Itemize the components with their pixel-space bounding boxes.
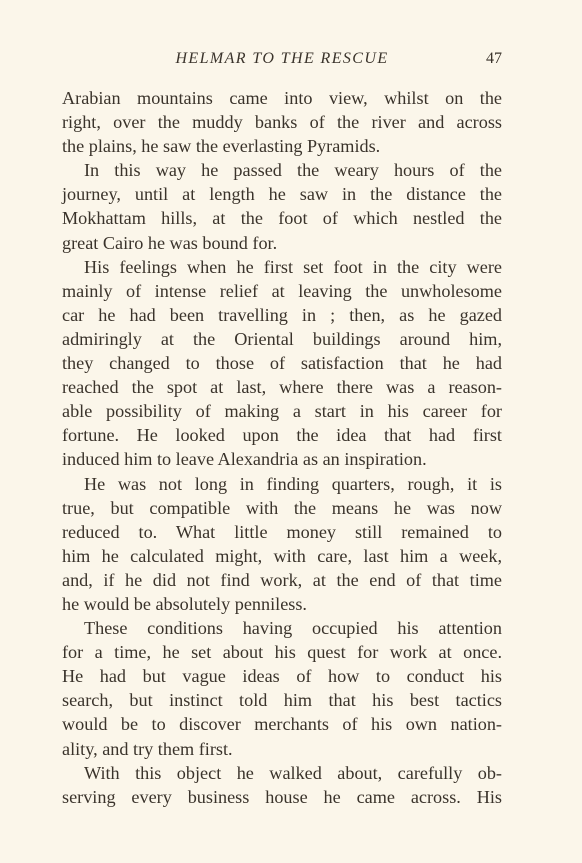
text-line: His feelings when he first set foot in the city were bbox=[84, 256, 502, 277]
text-line: Arabian mountains came into view, whilst on the bbox=[62, 88, 502, 108]
paragraph bbox=[62, 158, 502, 254]
text-line: admiringly at the Oriental buildings around him, bbox=[62, 328, 502, 349]
text-line: and, if he did not find work, at the end of that time bbox=[62, 569, 502, 590]
page-header bbox=[62, 50, 502, 74]
text-line: He had but vague ideas of how to conduct his bbox=[62, 666, 502, 687]
text-line: right, over the muddy banks of the river and across bbox=[62, 112, 502, 133]
text-line: car he had been travelling in ; then, as he gazed bbox=[62, 304, 502, 325]
text-line: journey, until at length he saw in the distance the bbox=[62, 184, 502, 205]
text-line: reduced to. What little money still remained to bbox=[62, 521, 502, 542]
text-line: they changed to those of satisfaction that he had bbox=[62, 353, 502, 374]
text-line: He was not long in finding quarters, rough, it is bbox=[84, 473, 502, 494]
text-line: great Cairo he was bound for. bbox=[62, 232, 278, 253]
text-line: fortune. He looked upon the idea that had first bbox=[62, 425, 502, 446]
text-line: for a time, he set about his quest for work at once. bbox=[62, 642, 502, 663]
text-line: induced him to leave Alexandria as an inspiration. bbox=[62, 449, 427, 470]
paragraph bbox=[62, 255, 502, 472]
text-line: In this way he passed the weary hours of the bbox=[84, 160, 502, 181]
text-line: he would be absolutely penniless. bbox=[62, 593, 307, 614]
text-line: mainly of intense relief at leaving the unwholesome bbox=[62, 280, 502, 301]
paragraph bbox=[62, 86, 502, 158]
paragraph bbox=[62, 616, 502, 761]
text-line: would be to discover merchants of his own nation- bbox=[62, 714, 502, 735]
running-head: HELMAR TO THE RESCUE bbox=[175, 50, 389, 67]
paragraph bbox=[62, 472, 502, 617]
text-line: search, but instinct told him that his best tactics bbox=[62, 690, 502, 711]
text-line: With this object he walked about, carefully ob- bbox=[84, 762, 502, 783]
text-line: ality, and try them first. bbox=[62, 738, 233, 759]
text-line: serving every business house he came across. His bbox=[62, 786, 502, 807]
body-text bbox=[62, 86, 502, 809]
text-line: able possibility of making a start in his career for bbox=[62, 401, 502, 422]
text-line: him he calculated might, with care, last him a week, bbox=[62, 545, 502, 566]
text-line: These conditions having occupied his attention bbox=[84, 618, 502, 639]
text-line: Mokhattam hills, at the foot of which nestled the bbox=[62, 208, 502, 229]
text-line: true, but compatible with the means he was now bbox=[62, 497, 502, 518]
page-number: 47 bbox=[486, 50, 502, 67]
text-line: the plains, he saw the everlasting Pyramids. bbox=[62, 136, 381, 157]
text-line: reached the spot at last, where there was a reason- bbox=[62, 377, 502, 398]
paragraph bbox=[62, 761, 502, 809]
